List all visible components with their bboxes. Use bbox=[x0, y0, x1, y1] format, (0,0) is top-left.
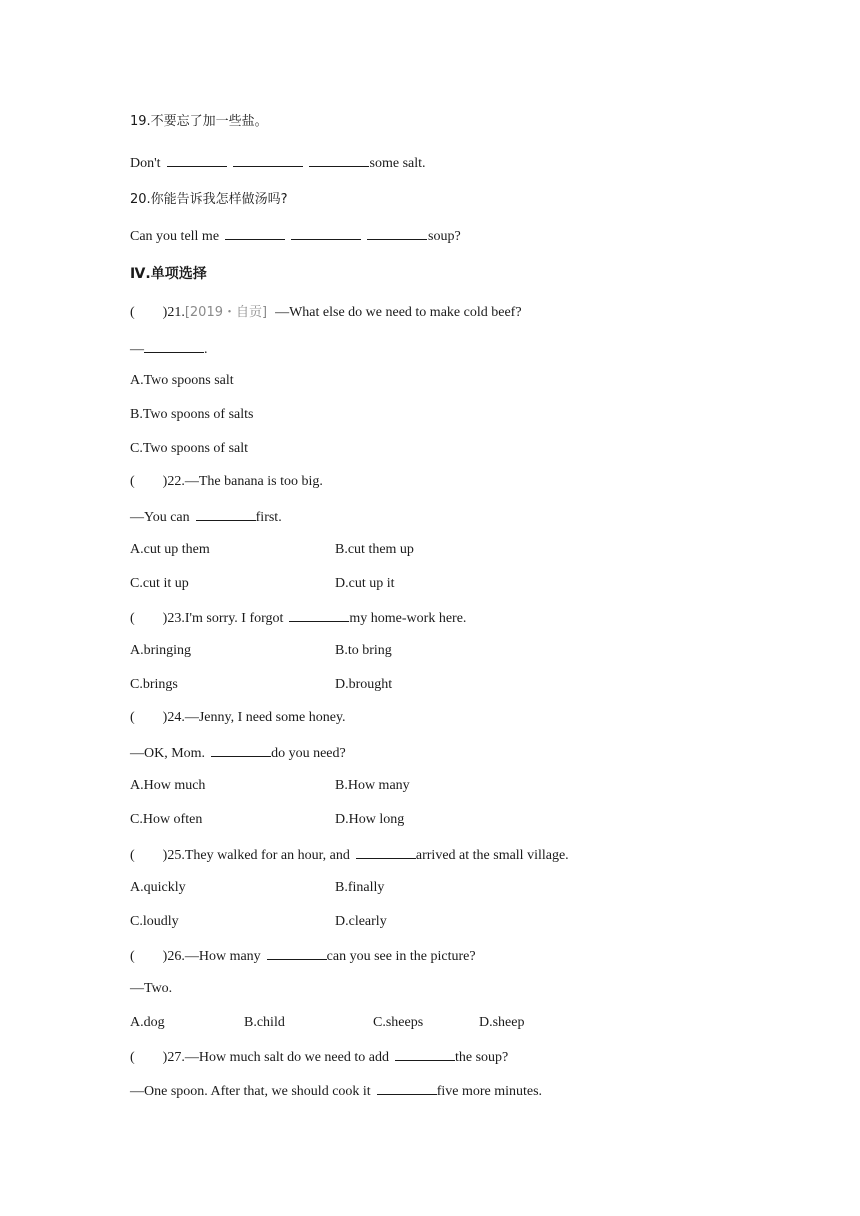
q21-question-line bbox=[130, 304, 522, 322]
q26-question-start: —How many bbox=[184, 949, 261, 964]
q24-option-d[interactable]: D.How long bbox=[335, 812, 405, 827]
q20-sentence-end: soup? bbox=[428, 229, 461, 244]
q20-blank-1[interactable] bbox=[225, 226, 285, 240]
q21-answer-line bbox=[130, 339, 208, 357]
q27-number: )27. bbox=[162, 1050, 185, 1065]
q27-reply-line bbox=[130, 1081, 542, 1099]
q25-question-start: They walked for an hour, and bbox=[184, 848, 350, 863]
q26-blank[interactable] bbox=[267, 946, 327, 960]
q22-number: )22. bbox=[162, 474, 185, 489]
q26-reply: —Two. bbox=[130, 981, 173, 996]
q27-question-start: —How much salt do we need to add bbox=[184, 1050, 389, 1065]
q22-option-a[interactable]: A.cut up them bbox=[130, 542, 210, 557]
q27-reply-end: five more minutes. bbox=[436, 1084, 543, 1099]
q19-blank-1[interactable] bbox=[167, 153, 227, 167]
q20-prompt: 20.你能告诉我怎样做汤吗? bbox=[130, 192, 288, 207]
q20-sentence-start: Can you tell me bbox=[130, 229, 220, 244]
q21-answer-dash: — bbox=[130, 342, 144, 357]
q23-question-end: my home-work here. bbox=[349, 611, 467, 626]
q23-number: )23. bbox=[162, 611, 185, 626]
q25-blank[interactable] bbox=[356, 845, 416, 859]
q24-question-line bbox=[130, 709, 346, 727]
q21-option-a[interactable]: A.Two spoons salt bbox=[130, 373, 234, 388]
q22-option-c[interactable]: C.cut it up bbox=[130, 576, 189, 591]
q24-paren: ( bbox=[130, 710, 135, 725]
q26-question-end: can you see in the picture? bbox=[326, 949, 476, 964]
q24-reply-start: —OK, Mom. bbox=[130, 746, 206, 761]
q25-option-d[interactable]: D.clearly bbox=[335, 914, 387, 929]
q22-option-b[interactable]: B.cut them up bbox=[335, 542, 414, 557]
q23-question-line bbox=[130, 608, 466, 626]
q24-blank[interactable] bbox=[211, 743, 271, 757]
q23-blank[interactable] bbox=[289, 608, 349, 622]
q22-paren: ( bbox=[130, 474, 135, 489]
q21-option-c[interactable]: C.Two spoons of salt bbox=[130, 441, 249, 456]
q25-paren: ( bbox=[130, 848, 135, 863]
q22-question: —The banana is too big. bbox=[184, 474, 323, 489]
q23-option-b[interactable]: B.to bring bbox=[335, 643, 392, 658]
q22-reply-end: first. bbox=[255, 510, 282, 525]
q21-source: [2019・自贡] bbox=[184, 305, 268, 320]
q26-paren: ( bbox=[130, 949, 135, 964]
q25-question-line bbox=[130, 845, 569, 863]
q24-option-a[interactable]: A.How much bbox=[130, 778, 206, 793]
q26-option-a[interactable]: A.dog bbox=[130, 1015, 165, 1030]
q21-paren: ( bbox=[130, 305, 135, 320]
q21-option-b[interactable]: B.Two spoons of salts bbox=[130, 407, 254, 422]
q22-question-line bbox=[130, 473, 323, 491]
q25-number: )25. bbox=[162, 848, 185, 863]
q19-sentence-start: Don't bbox=[130, 156, 161, 171]
q22-reply-line bbox=[130, 507, 282, 525]
q22-option-d[interactable]: D.cut up it bbox=[335, 576, 395, 591]
q24-reply-line bbox=[130, 743, 346, 761]
q25-option-b[interactable]: B.finally bbox=[335, 880, 385, 895]
q20-sentence bbox=[130, 226, 461, 244]
q23-paren: ( bbox=[130, 611, 135, 626]
q21-answer-end: . bbox=[204, 342, 208, 357]
q26-question-line bbox=[130, 946, 476, 964]
q20-blank-2[interactable] bbox=[291, 226, 361, 240]
q19-prompt: 19.不要忘了加一些盐。 bbox=[130, 114, 268, 129]
q19-blank-2[interactable] bbox=[233, 153, 303, 167]
q25-question-end: arrived at the small village. bbox=[415, 848, 569, 863]
q19-sentence bbox=[130, 153, 426, 171]
q27-blank-2[interactable] bbox=[377, 1081, 437, 1095]
q27-question-line bbox=[130, 1047, 508, 1065]
q24-reply-end: do you need? bbox=[271, 746, 346, 761]
q26-number: )26. bbox=[162, 949, 185, 964]
q23-option-a[interactable]: A.bringing bbox=[130, 643, 192, 658]
q27-reply-start: —One spoon. After that, we should cook it bbox=[130, 1084, 371, 1099]
q24-option-b[interactable]: B.How many bbox=[335, 778, 410, 793]
q23-option-d[interactable]: D.brought bbox=[335, 677, 393, 692]
q26-option-d[interactable]: D.sheep bbox=[479, 1015, 525, 1030]
q25-option-a[interactable]: A.quickly bbox=[130, 880, 186, 895]
q19-sentence-end: some salt. bbox=[369, 156, 426, 171]
section-title: Ⅳ.单项选择 bbox=[130, 266, 207, 282]
q23-question-start: I'm sorry. I forgot bbox=[184, 611, 284, 626]
q27-blank-1[interactable] bbox=[395, 1047, 455, 1061]
q21-question: —What else do we need to make cold beef? bbox=[275, 305, 522, 320]
q19-blank-3[interactable] bbox=[309, 153, 369, 167]
q25-option-c[interactable]: C.loudly bbox=[130, 914, 179, 929]
q24-number: )24. bbox=[162, 710, 185, 725]
q27-question-end: the soup? bbox=[454, 1050, 509, 1065]
q21-number: )21. bbox=[162, 305, 185, 320]
q26-option-c[interactable]: C.sheeps bbox=[373, 1015, 424, 1030]
q23-option-c[interactable]: C.brings bbox=[130, 677, 178, 692]
q24-option-c[interactable]: C.How often bbox=[130, 812, 203, 827]
q22-reply-start: —You can bbox=[130, 510, 190, 525]
q20-blank-3[interactable] bbox=[367, 226, 427, 240]
q21-blank[interactable] bbox=[144, 339, 204, 353]
q24-question: —Jenny, I need some honey. bbox=[184, 710, 346, 725]
q27-paren: ( bbox=[130, 1050, 135, 1065]
q26-option-b[interactable]: B.child bbox=[244, 1015, 285, 1030]
q22-blank[interactable] bbox=[196, 507, 256, 521]
